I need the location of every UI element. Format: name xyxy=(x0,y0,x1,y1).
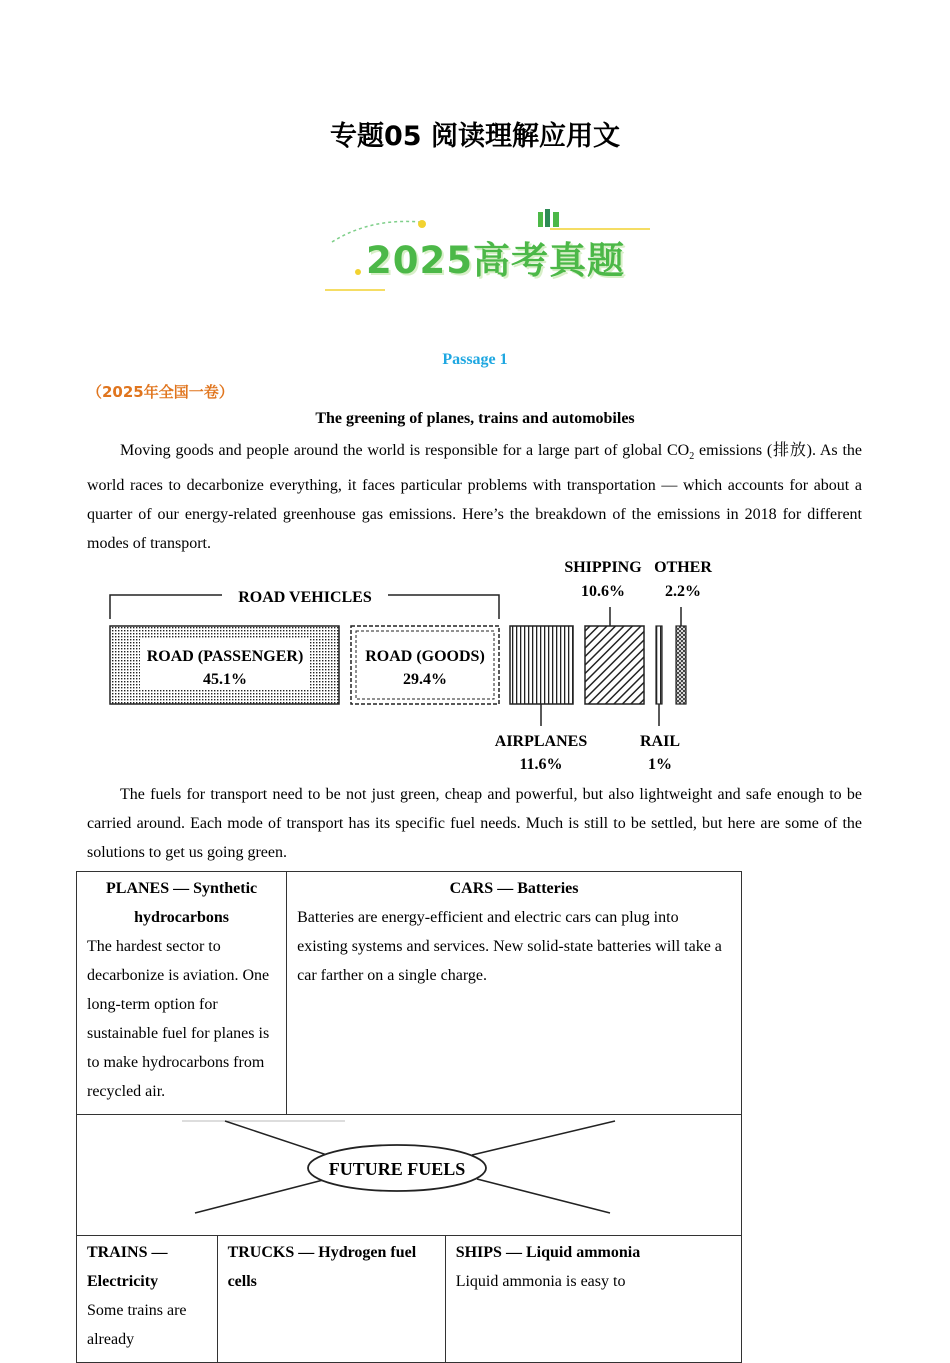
bar-rail xyxy=(656,626,662,704)
planes-heading: PLANES — Synthetic hydrocarbons xyxy=(106,880,258,926)
spoke-line xyxy=(225,1121,339,1159)
trucks-heading: TRUCKS — Hydrogen fuel cells xyxy=(227,1244,417,1290)
cell-cars xyxy=(287,872,742,1115)
value-label-airplanes: 11.6% xyxy=(519,756,563,773)
cell-ships xyxy=(445,1236,741,1363)
exam-source: （2025年全国一卷） xyxy=(87,383,234,401)
future-fuels-label: FUTURE FUELS xyxy=(328,1159,466,1179)
bar-shipping xyxy=(585,626,644,704)
ships-heading: SHIPS — Liquid ammonia xyxy=(455,1244,641,1261)
cell-trucks xyxy=(217,1236,445,1363)
future-fuels-diagram xyxy=(77,1115,741,1225)
bar-other xyxy=(676,626,686,704)
emissions-chart xyxy=(100,555,740,780)
page-title: 专题05 阅读理解应用文 xyxy=(330,121,620,152)
cars-body: Batteries are energy-efficient and electric cars can plug into existing systems and services. New solid-state batteries will take a car farther on a single charge. xyxy=(297,909,722,984)
exam-banner xyxy=(320,200,660,300)
value-label-road-passenger: 45.1% xyxy=(203,671,247,688)
cell-trains xyxy=(77,1236,218,1363)
cat-label-airplanes: AIRPLANES xyxy=(494,733,588,750)
trains-body: Some trains are already xyxy=(87,1302,187,1348)
cat-label-road-passenger: ROAD (PASSENGER) xyxy=(146,648,304,665)
article-title: The greening of planes, trains and automobiles xyxy=(315,410,635,427)
spoke-line xyxy=(472,1121,615,1155)
value-label-rail: 1% xyxy=(648,756,672,773)
cell-future-fuels-diagram xyxy=(77,1115,742,1236)
group-label: ROAD VEHICLES xyxy=(238,589,372,606)
bar-road-goods xyxy=(351,626,499,704)
table-row xyxy=(77,1236,742,1363)
table-row xyxy=(77,1115,742,1236)
spoke-line xyxy=(477,1179,610,1213)
trains-heading: TRAINS — Electricity xyxy=(87,1244,168,1290)
paragraph-2: The fuels for transport need to be not just green, cheap and powerful, but also lightweight and safe enough to be carried around. Each mode of transport has its specific fuel needs. Much is still to be settled, but here are some of the solutions to get us going green. xyxy=(87,786,862,861)
value-label-other: 2.2% xyxy=(665,583,701,600)
cell-planes xyxy=(77,872,287,1115)
cat-label-rail: RAIL xyxy=(639,733,681,750)
cat-label-shipping: SHIPPING xyxy=(564,559,642,576)
banner-title: 2025高考真题 xyxy=(366,239,625,282)
bar-airplanes xyxy=(510,626,573,704)
ships-body: Liquid ammonia is easy to xyxy=(455,1273,626,1290)
para1-subscript: 2 xyxy=(689,451,695,463)
planes-body: The hardest sector to decarbonize is aviation. One long-term option for sustainable fuel for planes is to make hydrocarbons from recycled air. xyxy=(87,938,270,1100)
cat-label-other: OTHER xyxy=(654,559,712,576)
para1-text-a: Moving goods and people around the world is responsible for a large part of global CO xyxy=(120,442,690,459)
passage-label: Passage 1 xyxy=(442,351,508,368)
group-bracket-left xyxy=(110,595,222,619)
value-label-road-goods: 29.4% xyxy=(403,671,447,688)
paragraph-1 xyxy=(87,436,862,558)
group-bracket-right xyxy=(388,595,499,619)
para1-text-b: emissions (排放). As the world races to decarbonize everything, it faces particular problems with transportation — which accounts for about a quarter of our energy-related greenhouse gas emissions. Here’s the breakdown of the emissions in 2018 for different modes of transport. xyxy=(87,442,862,553)
table-row xyxy=(77,872,742,1115)
future-fuels-table xyxy=(76,871,742,1363)
cars-heading: CARS — Batteries xyxy=(449,880,579,897)
spoke-line xyxy=(195,1179,327,1213)
cat-label-road-goods: ROAD (GOODS) xyxy=(365,648,485,665)
value-label-shipping: 10.6% xyxy=(581,583,625,600)
